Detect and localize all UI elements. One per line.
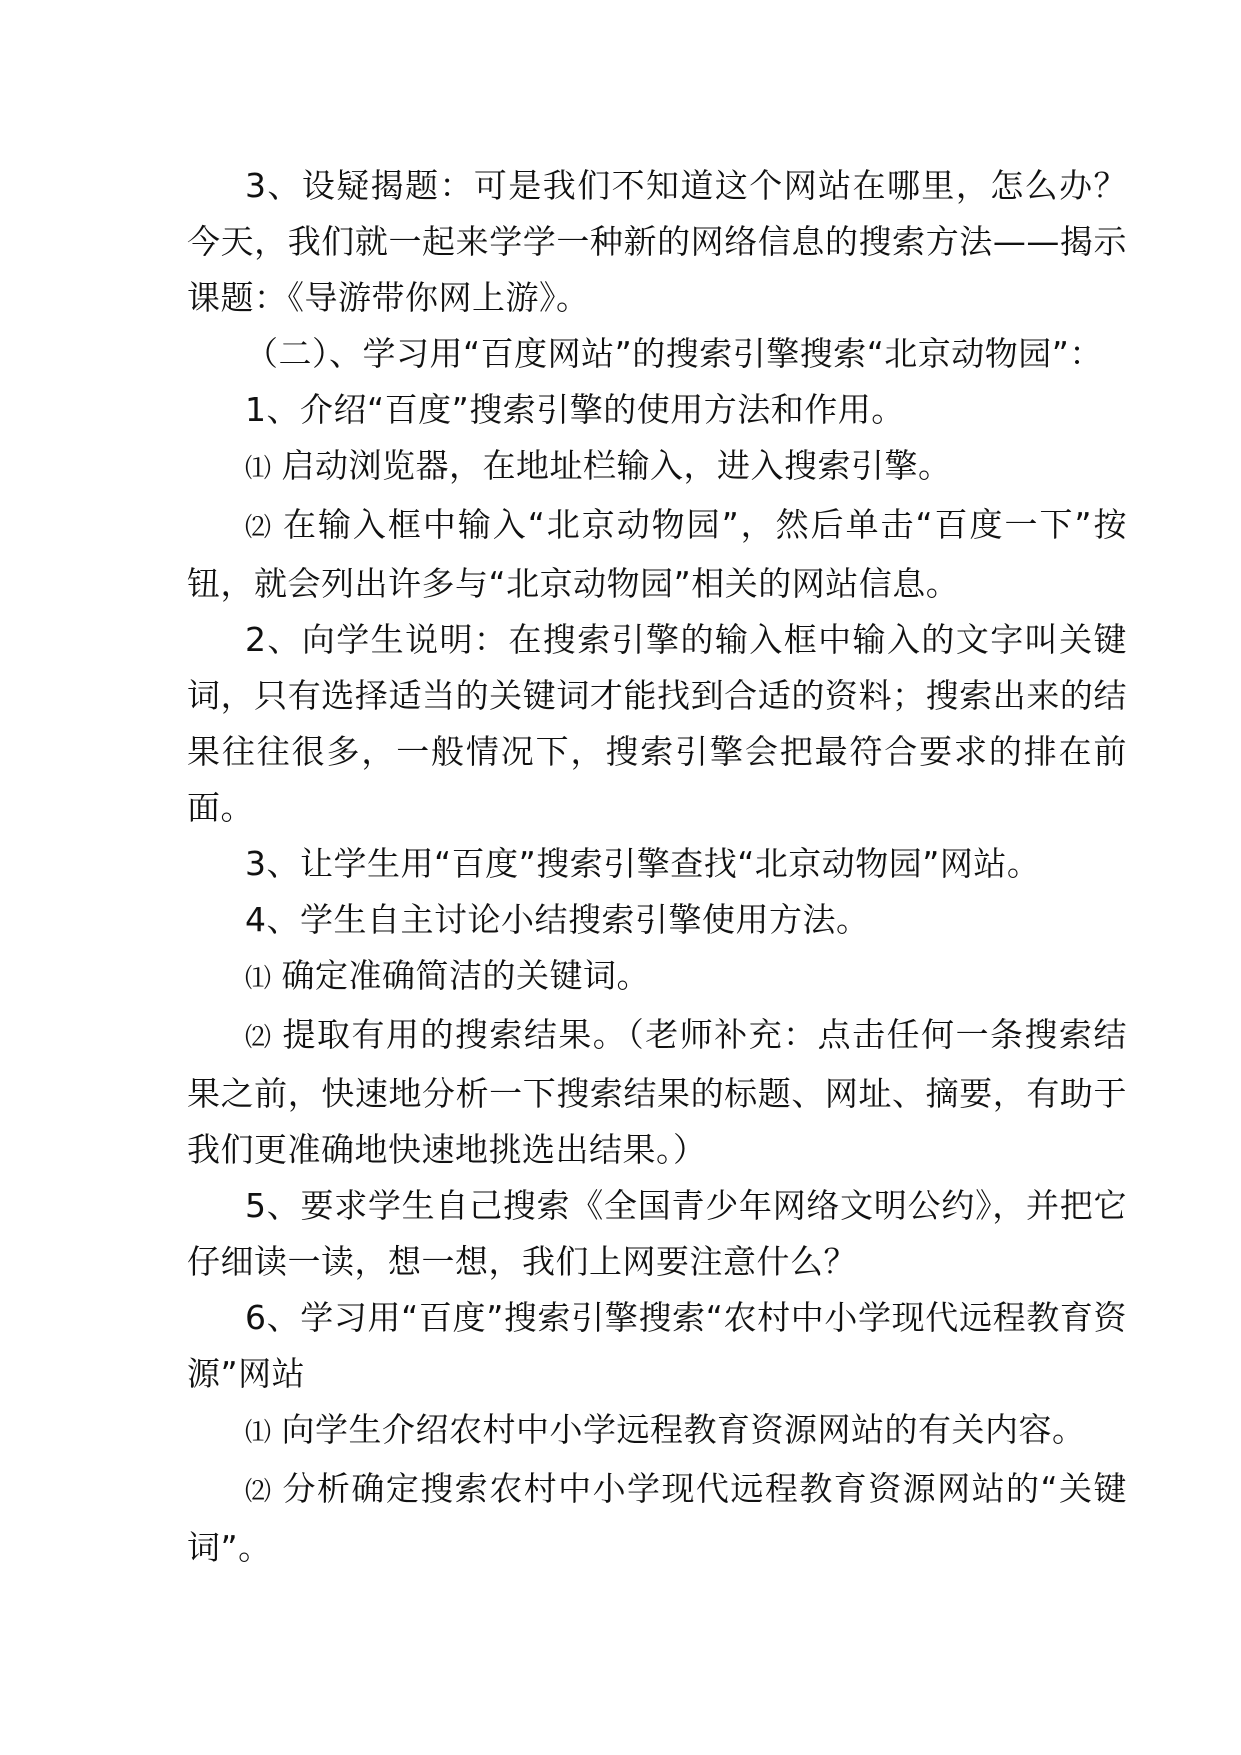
- paragraph-step-5: [187, 1178, 1127, 1290]
- list-marker: ⑴: [245, 454, 272, 484]
- paragraph-text: 分析确定搜索农村中小学现代远程教育资源网站的“关键词”。: [187, 1469, 1127, 1567]
- document-body: [187, 158, 1127, 1576]
- paragraph-step-3: [187, 836, 1127, 892]
- paragraph-text: 1、介绍“百度”搜索引擎的使用方法和作用。: [245, 390, 905, 429]
- paragraph-step-4-sub-2: [187, 1007, 1127, 1178]
- paragraph-step-4: [187, 892, 1127, 948]
- paragraph-text: 提取有用的搜索结果。（老师补充：点击任何一条搜索结果之前，快速地分析一下搜索结果的标题、网址、摘要，有助于我们更准确地快速地挑选出结果。）: [187, 1015, 1127, 1169]
- paragraph-text: 向学生介绍农村中小学远程教育资源网站的有关内容。: [281, 1410, 1086, 1449]
- paragraph-text: 4、学生自主讨论小结搜索引擎使用方法。: [245, 900, 870, 939]
- list-marker: ⑵: [245, 1023, 273, 1053]
- section-heading-2: [187, 326, 1127, 382]
- paragraph-step-1: [187, 382, 1127, 438]
- paragraph-text: 启动浏览器，在地址栏输入，进入搜索引擎。: [281, 446, 952, 485]
- paragraph-step-2: [187, 612, 1127, 836]
- paragraph-text: 在输入框中输入“北京动物园”，然后单击“百度一下”按钮，就会列出许多与“北京动物园”相关的网站信息。: [187, 505, 1127, 603]
- paragraph-text: 3、让学生用“百度”搜索引擎查找“北京动物园”网站。: [245, 844, 1041, 883]
- paragraph-step-1-sub-2: [187, 497, 1127, 612]
- list-marker: ⑴: [245, 964, 272, 994]
- paragraph-step-6-sub-1: [187, 1402, 1127, 1461]
- paragraph-text: 5、要求学生自己搜索《全国青少年网络文明公约》，并把它仔细读一读，想一想，我们上网要注意什么？: [187, 1186, 1127, 1281]
- paragraph-text: 2、向学生说明：在搜索引擎的输入框中输入的文字叫关键词，只有选择适当的关键词才能找到合适的资料；搜索出来的结果往往很多，一般情况下，搜索引擎会把最符合要求的排在前面。: [187, 620, 1127, 827]
- list-marker: ⑴: [245, 1418, 272, 1448]
- paragraph-step-1-sub-1: [187, 438, 1127, 497]
- list-marker: ⑵: [245, 513, 273, 543]
- paragraph-text: 6、学习用“百度”搜索引擎搜索“农村中小学现代远程教育资源”网站: [187, 1298, 1127, 1393]
- paragraph-step-4-sub-1: [187, 948, 1127, 1007]
- paragraph-text: 3、设疑揭题：可是我们不知道这个网站在哪里，怎么办？今天，我们就一起来学学一种新的网络信息的搜索方法——揭示课题：《导游带你网上游》。: [187, 166, 1127, 317]
- paragraph-step-6: [187, 1290, 1127, 1402]
- paragraph-step-6-sub-2: [187, 1461, 1127, 1576]
- paragraph-text: 确定准确简洁的关键词。: [281, 956, 651, 995]
- list-marker: ⑵: [245, 1477, 273, 1507]
- paragraph-text: （二）、学习用“百度网站”的搜索引擎搜索“北京动物园”：: [245, 334, 1103, 373]
- paragraph-intro-question: [187, 158, 1127, 326]
